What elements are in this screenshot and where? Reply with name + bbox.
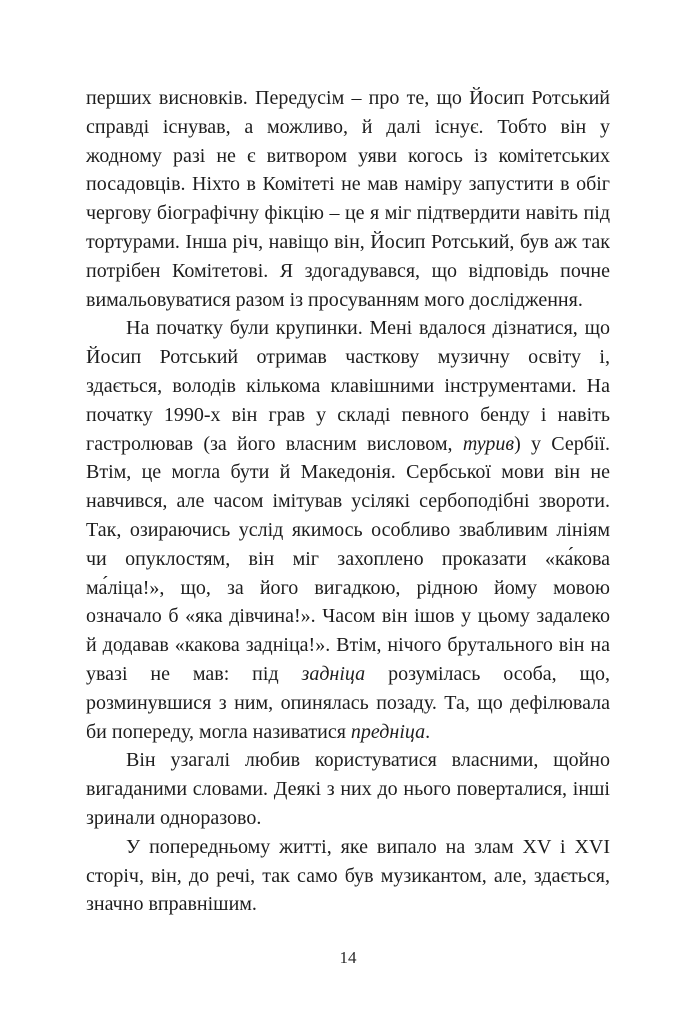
paragraph [86, 833, 610, 919]
page-number: 14 [339, 948, 357, 967]
body-text: перших висновків. Передусім – про те, що Йосип Ротський справді існував, а можливо, й далі існує. Тобто він у жодному разі не є витвором уяви когось із комітетських посадовців. Ніхто в Комітеті не мав наміру запустити в обіг чергову біографічну фікцію – це я міг підтвердити навіть під тортурами. Інша річ, навіщо він, Йосип Ротський, був аж так потрібен Комітетові. Я здогадувався, що відповідь почне вимальовуватися разом із просуванням мого дослідження. [86, 87, 610, 311]
page-text [86, 84, 610, 919]
body-text: . [425, 720, 431, 743]
body-text: На початку були крупинки. Мені вдалося дізнатися, що Йосип Ротський отримав часткову музичну освіту і, здається, володів кількома клавішними інструментами. На початку 1990-х він грав у складі певного бенду і навіть гастролював (за його власним висловом, [86, 317, 610, 455]
paragraph [86, 746, 610, 832]
italic-text: предніца [350, 720, 426, 743]
body-text: ) у Сербії. Втім, це могла бути й Македонія. Сербської мови він не навчився, але часом імітував усілякі сербоподібні звороти. Так, озираючись услід якимось особливо звабливим лініям чи опуклостям, він міг захоплено проказати «ка́кова ма́ліца!», що, за його вигадкою, рідною йому мовою означало б «яка дівчина!». Часом він ішов у цьому задалеко й додавав «какова задніца!». Втім, нічого брутального він на увазі не мав: під [86, 432, 610, 685]
paragraph [86, 314, 610, 746]
body-text: Він узагалі любив користуватися власними, щойно вигаданими словами. Деякі з них до нього поверталися, інші зринали одноразово. [86, 749, 610, 829]
italic-text: задніца [301, 662, 366, 685]
italic-text: турив [462, 432, 515, 455]
body-text: У попередньому житті, яке випало на злам XV і XVI сторіч, він, до речі, так само був музикантом, але, здається, значно вправнішим. [86, 835, 610, 916]
paragraph [86, 84, 610, 314]
body-text: розумілась особа, що, розминувшися з ним, опинялась позаду. Та, що дефілювала би попереду, могла називатися [86, 662, 610, 743]
